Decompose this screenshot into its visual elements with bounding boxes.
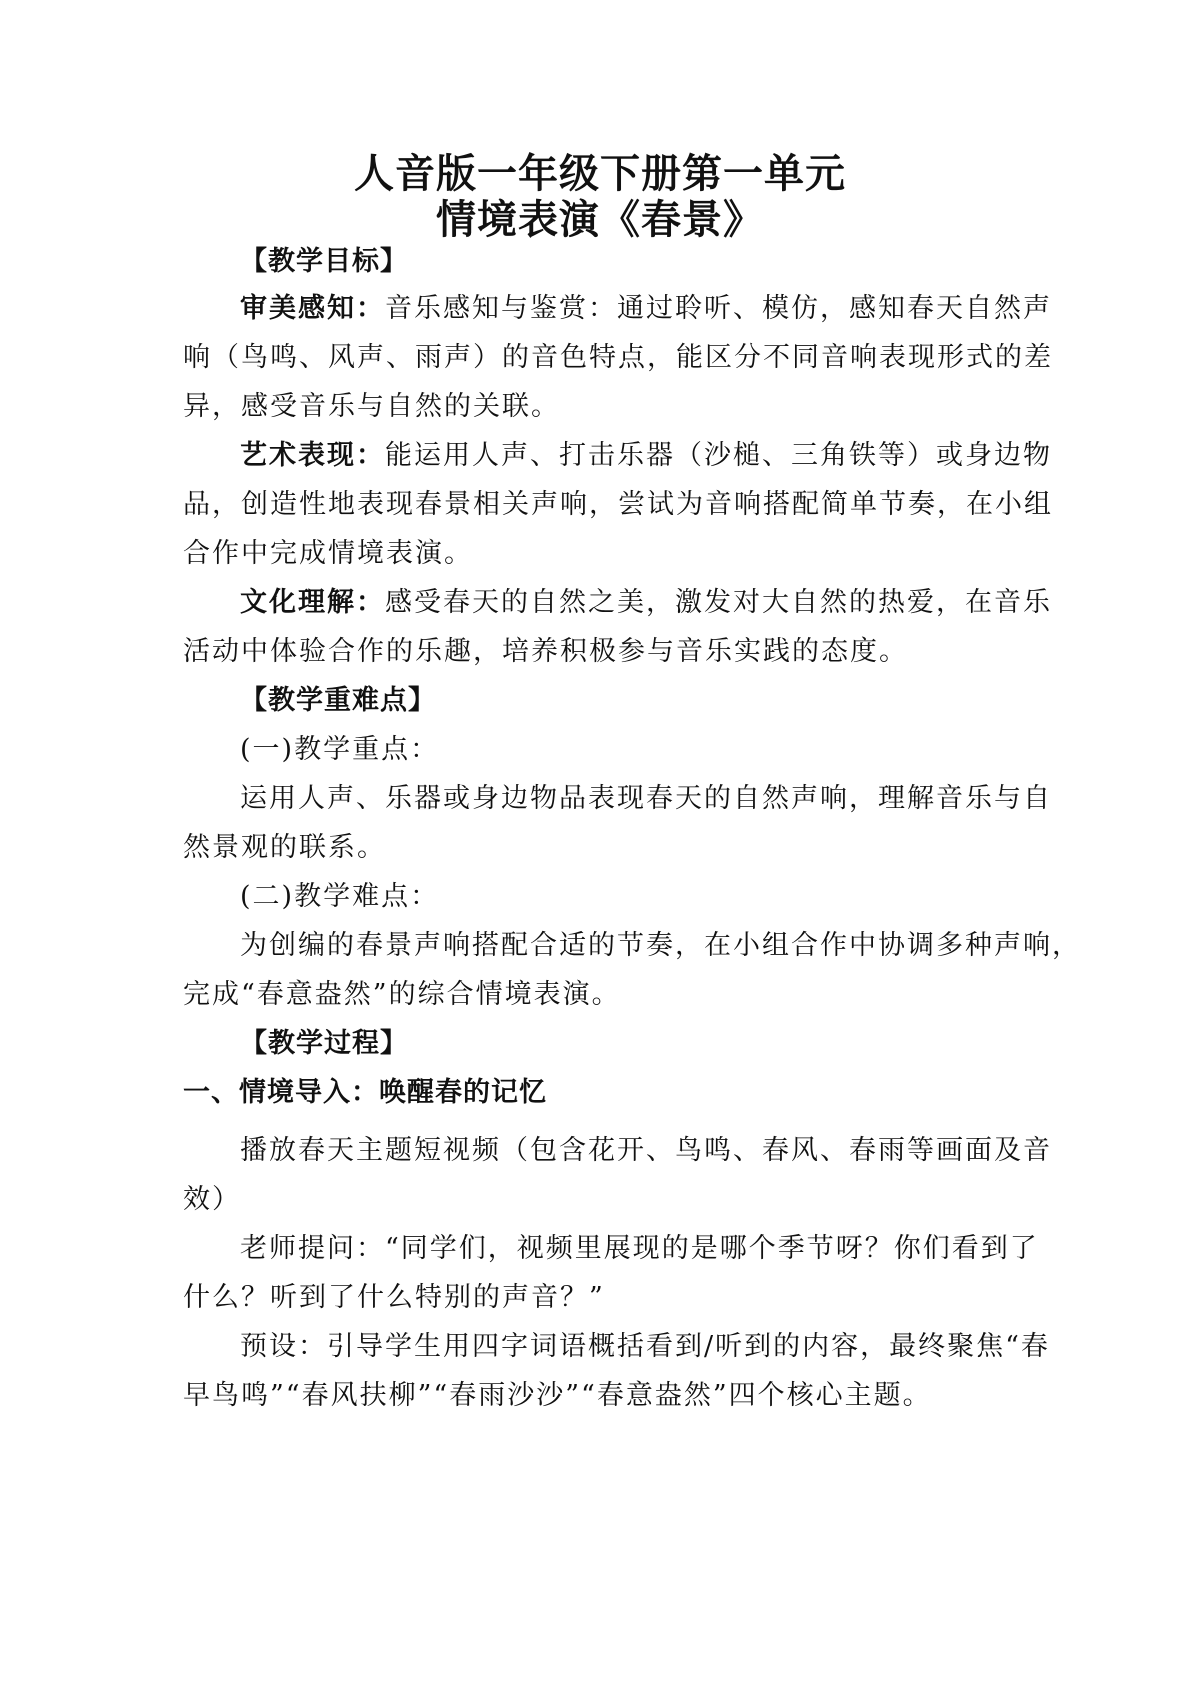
aesthetic-label: 审美感知： — [240, 293, 385, 324]
para3-line1: 预设：引导学生用四字词语概括看到/听到的内容，最终聚焦“春 — [240, 1331, 1050, 1362]
doc-title-line2: 情境表演《春景》 — [436, 197, 764, 243]
difficulty-line2: 完成“春意盎然”的综合情境表演。 — [183, 979, 621, 1010]
artistic-line1 — [240, 438, 1052, 474]
process-heading: 【教学过程】 — [240, 1028, 408, 1059]
artistic-line2: 品，创造性地表现春景相关声响，尝试为音响搭配简单节奏，在小组 — [183, 489, 1053, 520]
para2-line1: 老师提问：“同学们，视频里展现的是哪个季节呀？你们看到了 — [240, 1233, 1039, 1264]
focus-line2: 然景观的联系。 — [183, 832, 386, 863]
aesthetic-text: 音乐感知与鉴赏：通过聆听、模仿，感知春天自然声 — [385, 293, 1052, 324]
cultural-label: 文化理解： — [240, 587, 385, 618]
artistic-label: 艺术表现： — [240, 440, 385, 471]
cultural-line2: 活动中体验合作的乐趣，培养积极参与音乐实践的态度。 — [183, 636, 908, 667]
para2-line2: 什么？听到了什么特别的声音？” — [183, 1282, 605, 1313]
objectives-heading: 【教学目标】 — [240, 246, 408, 277]
aesthetic-line2: 响（鸟鸣、风声、雨声）的音色特点，能区分不同音响表现形式的差 — [183, 342, 1053, 373]
focus-label: (一)教学重点： — [240, 734, 440, 765]
artistic-line3: 合作中完成情境表演。 — [183, 538, 473, 569]
artistic-text: 能运用人声、打击乐器（沙槌、三角铁等）或身边物 — [385, 440, 1052, 471]
focus-line1: 运用人声、乐器或身边物品表现春天的自然声响，理解音乐与自 — [240, 783, 1052, 814]
cultural-line1 — [240, 585, 1052, 621]
section1-title: 一、情境导入：唤醒春的记忆 — [183, 1077, 547, 1108]
difficulty-line1: 为创编的春景声响搭配合适的节奏，在小组合作中协调多种声响， — [240, 930, 1081, 961]
cultural-text: 感受春天的自然之美，激发对大自然的热爱，在音乐 — [385, 587, 1052, 618]
aesthetic-line1 — [240, 291, 1052, 327]
keypoints-heading: 【教学重难点】 — [240, 685, 436, 716]
para1-line2: 效） — [183, 1184, 241, 1215]
aesthetic-line3: 异，感受音乐与自然的关联。 — [183, 391, 560, 422]
para3-line2: 早鸟鸣”“春风扶柳”“春雨沙沙”“春意盎然”四个核心主题。 — [183, 1380, 932, 1411]
para1-line1: 播放春天主题短视频（包含花开、鸟鸣、春风、春雨等画面及音 — [240, 1135, 1052, 1166]
difficulty-label: (二)教学难点： — [240, 881, 440, 912]
doc-title-line1: 人音版一年级下册第一单元 — [354, 151, 846, 197]
